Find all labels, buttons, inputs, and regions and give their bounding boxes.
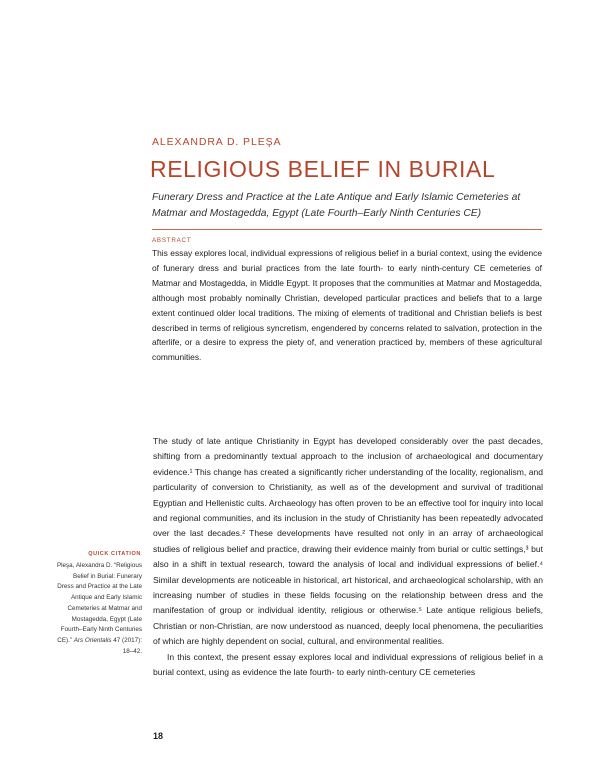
body-paragraph: The study of late antique Christianity in Egypt has developed considerably over the past decades, shifting from a predominantly textual approach to the inclusion of archaeological and documentary evidence.¹ This change has created a significantly richer understanding of the locality, regionalism, and particularity of conversion to Christianity, as well as of the development and survival of traditional Egyptian and Hellenistic cults. Archaeology has often proven to be an effective tool for inquiry into local and regional communities, and its inclusion in the study of Christianity has been repeatedly advocated over the last decades.² These developments have resulted not only in an array of archaeological studies of religious belief and practice, drawing their evidence mainly from burial or cultic settings,³ but also in a shift in textual research, toward the analysis of local and individual expressions of belief.⁴ Similar developments are noticeable in historical, art historical, and archaeological scholarship, with an increasing number of studies in these fields focusing on the relationship between dress and the manifestation of group or individual identity, religious or otherwise.⁵ Late antique religious beliefs, Christian or non-Christian, are now understood as nuanced, deeply local phenomena, the peculiarities of which are highly dependent on social, cultural, and environmental realities. bbox=[153, 436, 543, 647]
quick-citation-text bbox=[56, 561, 142, 657]
article-subtitle: Funerary Dress and Practice at the Late Antique and Early Islamic Cemeteries at Matmar and Mostagedda, Egypt (Late Fourth–Early Ninth Centuries CE) bbox=[152, 192, 521, 219]
body-paragraph: In this context, the present essay explores local and individual expressions of religious belief in a burial context, using as evidence the late fourth- to early ninth-century CE cemeteries bbox=[153, 651, 543, 678]
quick-citation-label: QUICK CITATION bbox=[88, 551, 141, 557]
abstract-label: ABSTRACT bbox=[152, 237, 192, 244]
article-body bbox=[153, 434, 543, 681]
article-title: RELIGIOUS BELIEF IN BURIAL bbox=[150, 156, 496, 182]
citation-main: Pleşa, Alexandra D. “Religious Belief in Burial: Funerary Dress and Practice at the Late Antique and Early Islamic Cemeteries at Matmar and Mostagedda, Egypt (Late Fourth–Early Ninth Centuries CE).” bbox=[56, 562, 142, 644]
citation-journal: Ars Orientalis bbox=[73, 636, 112, 644]
abstract-divider bbox=[152, 229, 542, 230]
author-name: ALEXANDRA D. PLEŞA bbox=[152, 136, 282, 148]
citation-volume: 47 (2017): 18–42. bbox=[111, 636, 142, 655]
abstract-text: This essay explores local, individual expressions of religious belief in a burial context, using the evidence of funerary dress and burial practices from the late fourth- to early ninth-century CE cemeteries of Matmar and Mostagedda, in Middle Egypt. It proposes that the communities at Matmar and Mostagedda, although most probably nominally Christian, developed particular practices and beliefs that to a large extent continued older local traditions. The mixing of elements of traditional and Christian beliefs is best described in terms of religious syncretism, engendered by concerns related to salvation, protection in the afterlife, or a desire to express the piety of, and veneration practiced by, members of these agricultural communities. bbox=[152, 248, 542, 363]
page-number: 18 bbox=[153, 731, 164, 741]
